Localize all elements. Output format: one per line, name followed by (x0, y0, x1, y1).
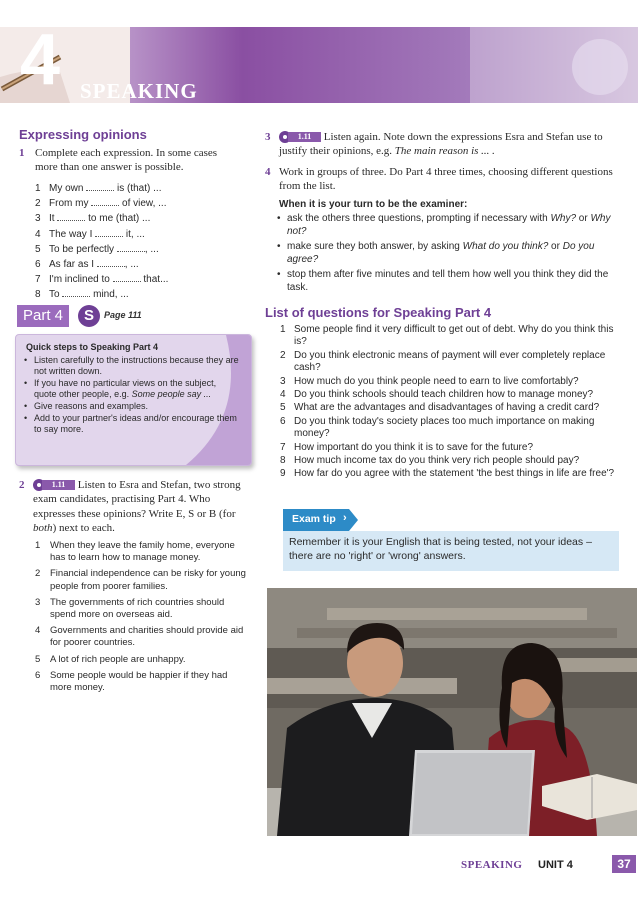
header-decoration (470, 27, 638, 103)
students-photo (267, 588, 637, 836)
question-number: 4 (265, 166, 271, 178)
list-item: 7 I'm inclined to that... (35, 274, 169, 286)
exam-tip-text: Remember it is your English that is being tested, not your ideas – there are no 'right' or 'wrong' answers. (283, 531, 619, 571)
blank-line[interactable] (95, 228, 123, 237)
list-item: 4 The way I it, ... (35, 228, 145, 240)
list-item: 6 As far as I , ... (35, 259, 139, 271)
page-number: 37 (612, 855, 636, 873)
question-2: 2 1.11 Listen to Esra and Stefan, two strong exam candidates, practising Part 4. Who expresses these opinions? Write E, S or B (for both) next to each. (19, 479, 241, 535)
page-reference: Page 111 (104, 310, 142, 320)
question-3: 3 1.11 Listen again. Note down the expressions Esra and Stefan use to justify their opinions, e.g. The main reason is ... . (265, 131, 603, 158)
blank-line[interactable] (62, 288, 90, 297)
list-item: • stop them after five minutes and tell them how well you think they did the task. (279, 268, 621, 294)
list-item: 6 Do you think today's society places too much importance on making money? (280, 415, 595, 440)
part4-label: Part 4 (17, 305, 69, 327)
blank-line[interactable] (86, 182, 114, 191)
list-item: • Add to your partner's ideas and/or encourage them to say more. (26, 413, 241, 436)
list-item: • Listen carefully to the instructions because they are not written down. (26, 355, 241, 378)
list-item: 3 How much do you think people need to earn to live comfortably? (280, 375, 579, 387)
unit-number: 4 (20, 20, 59, 100)
blank-line[interactable] (117, 243, 145, 252)
list-item: 3 The governments of rich countries should spend more on overseas aid. (35, 596, 225, 621)
question-3-text: Listen again. Note down the expressions Esra and Stefan use to justify their opinions, e.g. (279, 131, 603, 158)
list-item: 2 Financial independence can be risky for young people from poorer families. (35, 568, 246, 592)
question-number: 3 (265, 131, 271, 143)
section-title-expressing-opinions: Expressing opinions (19, 127, 147, 142)
list-item: 1 My own is (that) ... (35, 183, 162, 194)
list-item: • Give reasons and examples. (26, 401, 241, 413)
speaking-s-icon: S (78, 305, 100, 327)
opinions-list (35, 540, 250, 698)
list-item: • If you have no particular views on the subject, quote other people, e.g. Some people say ... (26, 378, 241, 401)
examiner-instructions-title: When it is your turn to be the examiner: (279, 199, 468, 210)
footer-section: SPEAKING (461, 859, 523, 871)
examiner-steps-list (279, 212, 621, 294)
quick-steps-list (26, 355, 241, 436)
list-item: • make sure they both answer, by asking What do you think? or Do you agree? (279, 240, 621, 266)
question-number: 2 (19, 479, 25, 491)
quick-steps-box (15, 334, 252, 466)
list-item: 2 Do you think electronic means of payment will ever completely replace cash? (280, 349, 606, 374)
blank-line[interactable] (57, 212, 85, 221)
question-4 (265, 165, 620, 194)
list-item: 1 When they leave the family home, everyone has to learn how to manage money. (35, 540, 235, 564)
list-item: 4 Governments and charities should provide aid for poorer countries. (35, 625, 244, 649)
exam-tip-label: Exam tip › (283, 509, 358, 531)
section-title-questions: List of questions for Speaking Part 4 (265, 305, 492, 320)
list-item: 5 What are the advantages and disadvantages of having a credit card? (280, 402, 600, 414)
list-item: 8 To mind, ... (35, 289, 129, 301)
list-item: 4 Do you think schools should teach children how to manage money? (280, 389, 594, 401)
unit-title: SPEAKING (80, 79, 198, 103)
list-item: • ask the others three questions, prompting if necessary with Why? or Why not? (279, 212, 621, 238)
expressions-list (35, 181, 245, 303)
question-2-text: Listen to Esra and Stefan, two strong exam candidates, practising Part 4. Who expresses these opinions? Write E, S or B (for (33, 479, 241, 520)
quick-steps-title: Quick steps to Speaking Part 4 (26, 342, 159, 352)
blank-line[interactable] (97, 258, 125, 267)
examiner-instructions (279, 198, 621, 294)
chevron-right-icon: › (343, 512, 347, 524)
list-item: 5 To be perfectly , ... (35, 243, 159, 255)
list-item: 3 It to me (that) ... (35, 213, 151, 225)
audio-track-icon[interactable]: 1.11 (279, 131, 321, 143)
list-item: 6 Some people would be happier if they had more money. (35, 669, 228, 694)
list-item: 5 A lot of rich people are unhappy. (35, 653, 186, 665)
blank-line[interactable] (91, 197, 119, 206)
audio-track-icon[interactable]: 1.11 (33, 479, 75, 491)
list-item: 2 From my of view, ... (35, 198, 167, 210)
list-item: 1 Some people find it very difficult to get out of debt. Why do you think this is? (280, 324, 614, 348)
list-item: 8 How much income tax do you think very rich people should pay? (280, 455, 580, 467)
footer-unit: UNIT 4 (538, 859, 573, 871)
question-number: 1 (19, 147, 25, 159)
list-item: 9 How far do you agree with the statement 'the best things in life are free'? (280, 468, 615, 480)
question-1 (19, 146, 239, 174)
list-item: 7 How important do you think it is to save for the future? (280, 441, 534, 453)
blank-line[interactable] (113, 273, 141, 282)
questions-list (280, 324, 620, 482)
question-1-text: Complete each expression. In some cases more than one answer is possible. (35, 147, 218, 173)
question-4-text: Work in groups of three. Do Part 4 three times, choosing different questions from the list. (279, 166, 613, 193)
